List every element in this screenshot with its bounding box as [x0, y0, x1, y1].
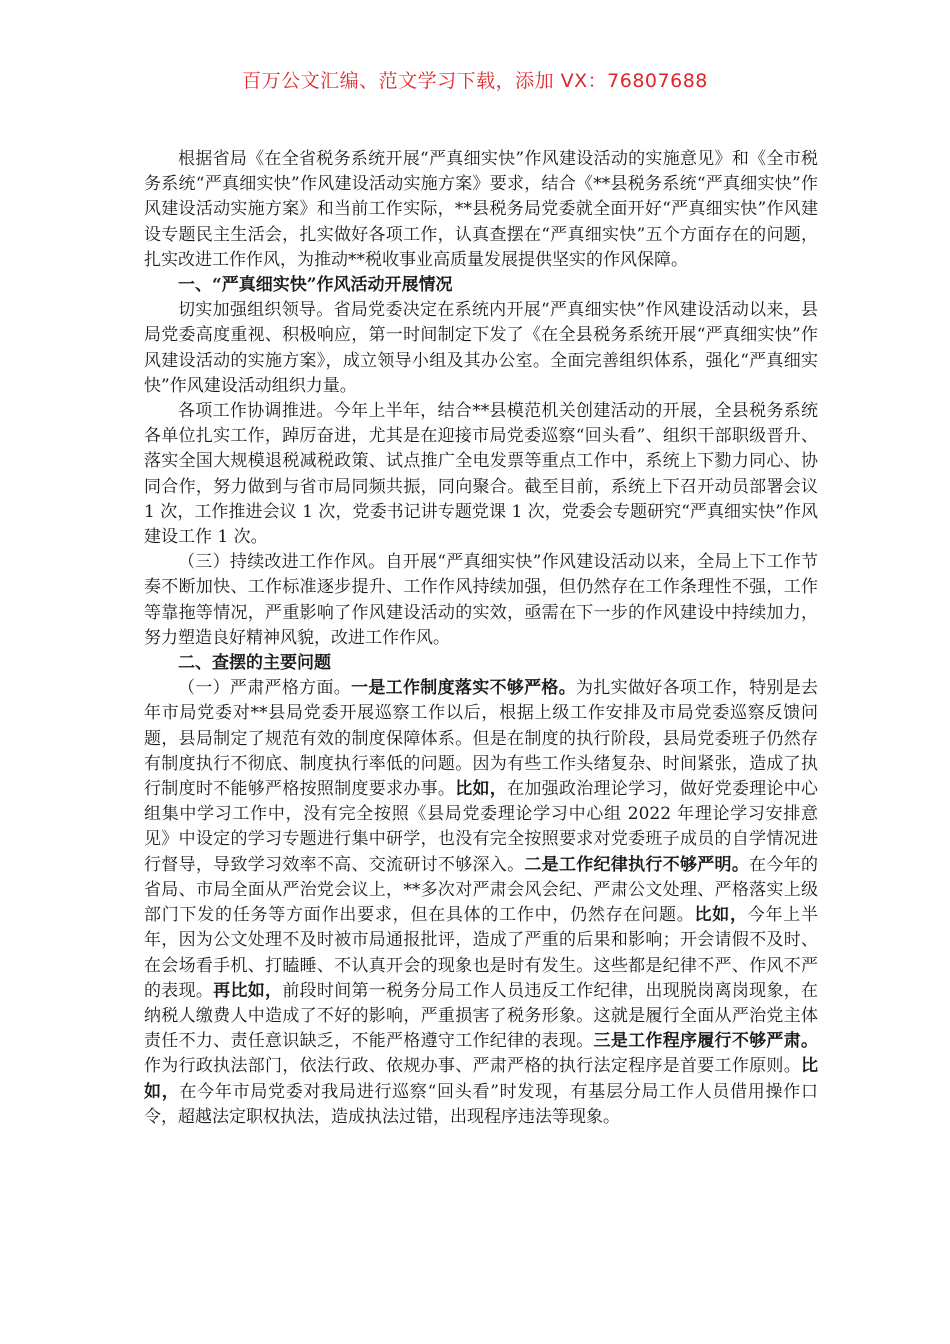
example-3-label: 再比如， [213, 980, 283, 1001]
section-1-heading: 一、“严真细实快”作风活动开展情况 [178, 275, 453, 296]
point-2-text: 在今年的省局、市局全面从严治党会议上，**多次对严肃会风会纪、严肃公文处理、严格落实上级部门下发的任务等方面作出要求，但在具体的工作中，仍然存在问题。 [144, 854, 819, 926]
document-body [144, 147, 818, 1130]
point-3-title: 三是工作程序履行不够严肃。 [593, 1031, 819, 1052]
section-1-paragraph-3: （三）持续改进工作作风。自开展“严真细实快”作风建设活动以来，全局上下工作节奏不断加快、工作标准逐步提升、工作作风持续加强，但仍然存在工作条理性不强，工作等靠拖等情况，严重影响了作风建设活动的实效，亟需在下一步的作风建设中持续加力，努力塑造良好精神风貌，改进工作作风。 [144, 552, 818, 648]
header-banner: 百万公文汇编、范文学习下载，添加 VX：76807688 [242, 70, 708, 92]
point-1-text: 为扎实做好各项工作，特别是去年市局党委对**县局党委开展巡察工作以后，根据上级工作安排及市局党委巡察反馈问题，县局制定了规范有效的制度保障体系。但是在制度的执行阶段，县局党委班子仍然存有制度执行不彻底、制度执行率低的问题。因为有些工作头绪复杂、时间紧张，造成了执行制度时不能够严格按照制度要求办事。 [144, 678, 819, 800]
point-1-title: 一是工作制度落实不够严格。 [351, 678, 577, 699]
example-3-text: 前段时间第一税务分局工作人员违反工作纪律，出现脱岗离岗现象，在纳税人缴费人中造成了不好的影响，严重损害了税务形象。这就是履行全面从严治党主体责任不力、责任意识缺乏，不能严格遵守工作纪律的表现。 [144, 980, 819, 1052]
section-1-paragraph-1: 切实加强组织领导。省局党委决定在系统内开展“严真细实快”作风建设活动以来，县局党委高度重视、积极响应，第一时间制定下发了《在全县税务系统开展“严真细实快”作风建设活动的实施方案》，成立领导小组及其办公室。全面完善组织体系，强化“严真细实快”作风建设活动组织力量。 [144, 300, 818, 396]
intro-paragraph: 根据省局《在全省税务系统开展“严真细实快”作风建设活动的实施意见》和《全市税务系统“严真细实快”作风建设活动实施方案》要求，结合《**县税务系统“严真细实快”作风建设活动实施方案》和当前工作实际，**县税务局党委就全面开好“严真细实快”作风建设专题民主生活会，扎实做好各项工作，认真查摆在“严真细实快”五个方面存在的问题，扎实改进工作作风，为推动**税收事业高质量发展提供坚实的作风保障。 [144, 149, 818, 270]
section-2-paragraph [144, 676, 818, 1130]
example-1-label: 比如， [455, 779, 508, 800]
example-2-text: 今年上半年，因为公文处理不及时被市局通报批评，造成了严重的后果和影响；开会请假不及时、在会场看手机、打瞌睡、不认真开会的现象也是时有发生。这些都是纪律不严、作风不严的表现。 [144, 905, 819, 1001]
point-2-title: 二是工作纪律执行不够严明。 [524, 854, 750, 875]
section-1-paragraph-2: 各项工作协调推进。今年上半年，结合**县模范机关创建活动的开展，全县税务系统各单位扎实工作，踔厉奋进，尤其是在迎接市局党委巡察“回头看”、组织干部职级晋升、落实全国大规模退税减税政策、试点推广全电发票等重点工作中，系统上下勠力同心、协同合作，努力做到与省市局同频共振，同向聚合。截至目前，系统上下召开动员部署会议 1 次，工作推进会议 1 次，党委书记讲专题党课 1 次，党委会专题研究“严真细实快”作风建设工作 1 次。 [144, 401, 818, 548]
example-1-text: 在加强政治理论学习，做好党委理论中心组集中学习工作中，没有完全按照《县局党委理论学习中心组 2022 年理论学习安排意见》中设定的学习专题进行集中研学，也没有完全按照要求对党委班子成员的自学情况进行督导，导致学习效率不高、交流研讨不够深入。 [144, 779, 819, 875]
example-2-label: 比如， [694, 905, 748, 926]
section-2-heading: 二、查摆的主要问题 [178, 653, 331, 674]
subsection-lead: （一）严肃严格方面。 [178, 678, 352, 699]
example-4-text: 在今年市局党委对我局进行巡察“回头看”时发现，有基层分局工作人员借用操作口令，超越法定职权执法，造成执法过错，出现程序违法等现象。 [144, 1081, 818, 1127]
example-4-label: 比如， [144, 1056, 818, 1102]
point-3-text: 作为行政执法部门，依法行政、依规办事、严肃严格的执行法定程序是首要工作原则。 [144, 1056, 801, 1077]
